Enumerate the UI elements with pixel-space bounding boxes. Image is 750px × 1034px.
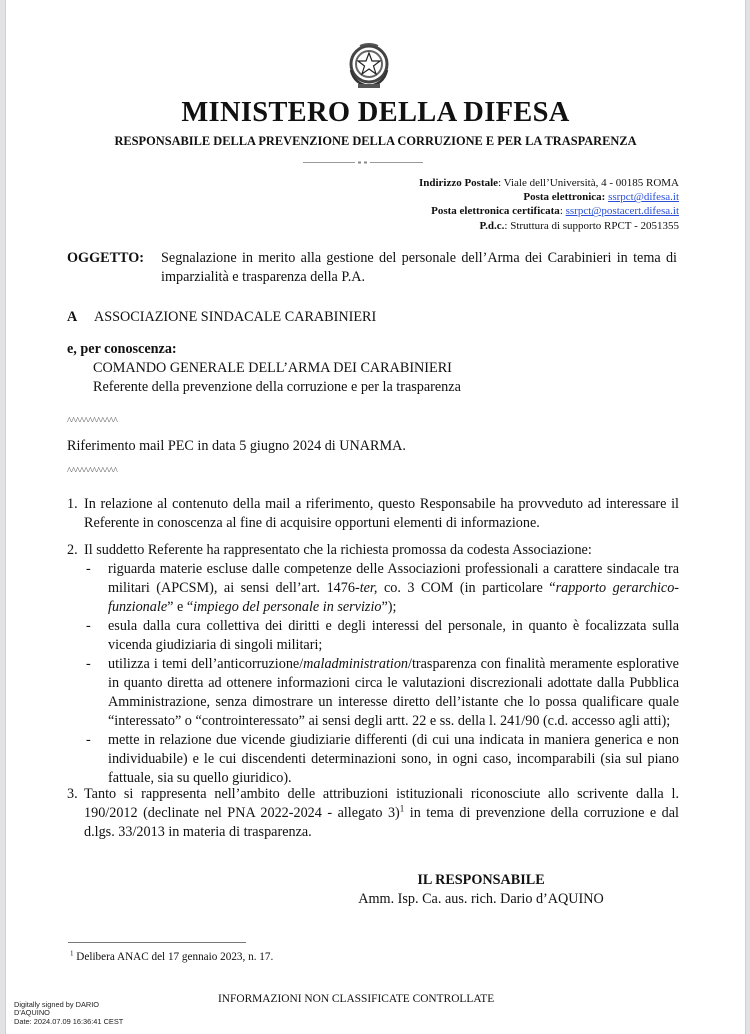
bullet-item: - utilizza i temi dell’anticorruzione/maladministration/trasparenza con finalità meramente esplorative in quanto diretta ad ottenere informazioni circa le valutazioni discrezionali adottate dalla Pubblica Amministrazione, senza dimostrare un interesse diretto dell’istante che lo possa qualificare quale “interessato” o “controinteressato” ai sensi degli artt. 22 e ss. della l. 241/90 (c.d. accesso agli atti); [86,656,679,729]
email-link[interactable]: ssrpct@difesa.it [608,191,679,204]
reference-line: Riferimento mail PEC in data 5 giugno 2024 di UNARMA. [67,438,406,454]
footnote-reference[interactable]: 1 [399,803,405,814]
subject-label: OGGETTO: [67,250,144,266]
signature-name: Amm. Isp. Ca. aus. rich. Dario d’AQUINO [358,891,604,907]
classification-marking: INFORMAZIONI NON CLASSIFICATE CONTROLLATE [218,993,495,1005]
paragraph-1: 1. In relazione al contenuto della mail a riferimento, questo Responsabile ha provveduto ad interessare il Referente in conoscenza al fine di acquisire opportuni elementi di informazione. [67,496,679,531]
department-subtitle: RESPONSABILE DELLA PREVENZIONE DELLA CORRUZIONE E PER LA TRASPARENZA [114,134,637,148]
recipient-to [67,308,376,327]
bullet-list [84,560,679,788]
document-page [5,0,746,1034]
footnote: $^1$ Delibera ANAC del 17 gennaio 2023, n. 17. [70,949,274,963]
subject-line [67,249,677,287]
cc-recipient-2: Referente della prevenzione della corruzione e per la trasparenza [93,379,461,395]
pec-address: Posta elettronica certificata: ssrpct@postacert.difesa.it [431,205,679,218]
separator-top: ^^^^^^^^^^^^ [67,416,118,427]
recipient-prefix: A [67,309,78,325]
ministry-title: MINISTERO DELLA DIFESA [181,97,570,128]
ornament-divider-icon [303,161,423,164]
bullet-item: - riguarda materie escluse dalle competenze delle Associazioni professionali a carattere sindacale tra militari (APCSM), ai sensi dell’art. 1476-ter, co. 3 COM (in particolare “rapporto gerarchico-funzionale” e “impiego del personale in servizio”); [86,561,680,615]
cc-label: e, per conoscenza: [67,341,177,357]
signature-title: IL RESPONSABILE [417,872,545,888]
email-address: Posta elettronica: ssrpct@difesa.it [523,191,679,204]
pec-link[interactable]: ssrpct@postacert.difesa.it [565,205,679,218]
bullet-item: - mette in relazione due vicende giudiziarie differenti (di cui una indicata in maniera generica e non individuabile) e le cui discendenti determinazioni sono, in ogni caso, incomparabili (sia sul piano fattuale, sia su quello giuridico). [86,732,679,786]
pdc-contact: P.d.c.: Struttura di supporto RPCT - 2051355 [479,219,679,232]
postal-address: Indirizzo Postale: Viale dell’Università, 4 - 00185 ROMA [418,177,679,189]
recipient-name: ASSOCIAZIONE SINDACALE CARABINIERI [94,309,377,325]
paragraph-2: 2. Il suddetto Referente ha rappresentato che la richiesta promossa da codesta Associazione: [67,542,592,558]
separator-bottom: ^^^^^^^^^^^^ [67,466,118,477]
contact-block [419,176,679,233]
subject-text: Segnalazione in merito alla gestione del personale dell’Arma dei Carabinieri in tema di imparzialità e trasparenza della P.A. [161,250,677,285]
italian-republic-emblem-icon [346,42,392,92]
footnote-divider [68,942,246,943]
digital-signature-stamp[interactable]: Digitally signed by DARIO D'AQUINO Date: 2024.07.09 16:36:41 CEST [14,1000,124,1026]
cc-recipient-1: COMANDO GENERALE DELL’ARMA DEI CARABINIERI [93,360,452,376]
bullet-item: - esula dalla cura collettiva dei diritti e degli interessi del personale, in quanto è focalizzata sulla vicenda giudiziaria di singoli militari; [86,618,679,653]
paragraph-3: 3. Tanto si rappresenta nell’ambito delle attribuzioni istituzionali riconosciute allo scrivente dalla l. 190/2012 (declinate nel PNA 2022-2024 - allegato 3)$^1$ in tema di prevenzione della corruzione e dal d.lgs. 33/2013 in materia di trasparenza. [67,786,679,840]
